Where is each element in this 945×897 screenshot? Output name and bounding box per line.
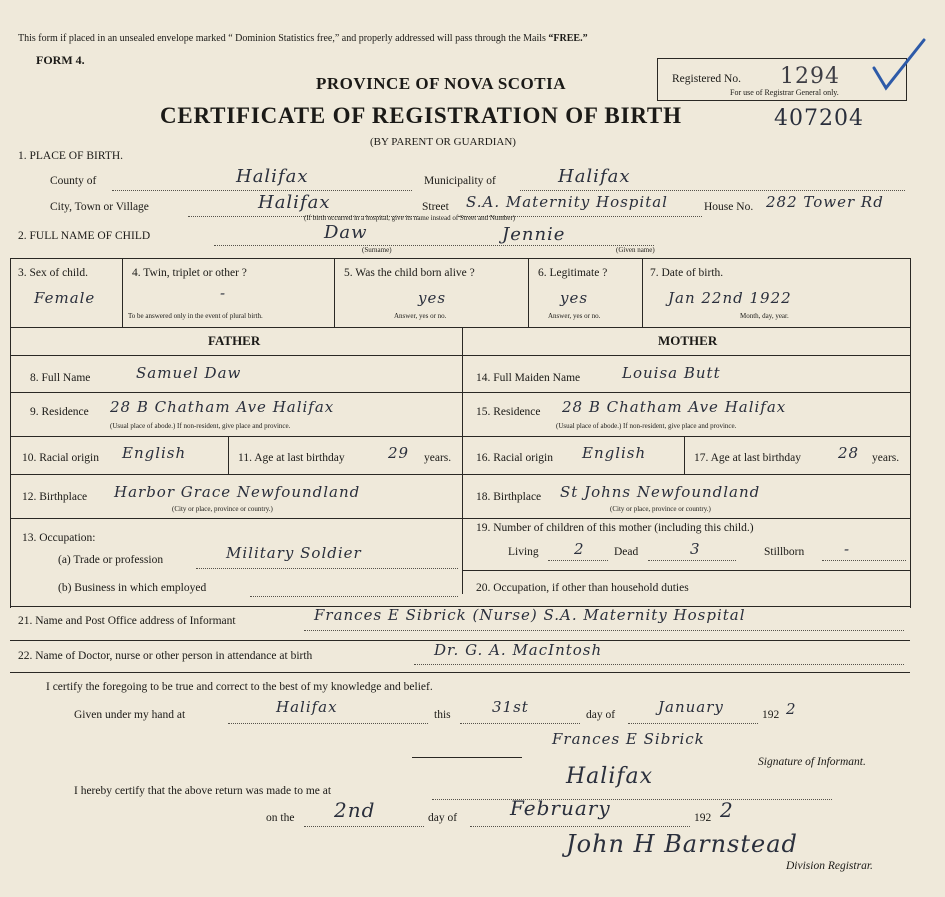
doctor-value: Dr. G. A. MacIntosh (434, 641, 603, 659)
father-heading: FATHER (208, 333, 261, 348)
mother-name-value: Louisa Butt (622, 364, 721, 382)
registrar-month-value: February (510, 796, 611, 820)
city-value: Halifax (258, 192, 331, 213)
mother-heading: MOTHER (658, 333, 718, 348)
father-age-value: 29 (388, 444, 410, 462)
row3-top-rule (10, 258, 910, 259)
informant-label: 21. Name and Post Office address of Informant (18, 615, 236, 627)
father-business-label: (b) Business in which employed (58, 582, 207, 594)
child-given-value: Jennie (502, 224, 566, 245)
mother-rule-5 (462, 570, 910, 571)
father-name-label: 8. Full Name (30, 372, 91, 384)
municipality-line (520, 190, 905, 191)
mother-birthplace-value: St Johns Newfoundland (560, 483, 761, 501)
registered-note: For use of Registrar General only. (730, 88, 839, 97)
father-birthplace-label: 12. Birthplace (22, 491, 88, 503)
doctor-label: 22. Name of Doctor, nurse or other person in attendance at birth (18, 650, 313, 662)
given-under-label: Given under my hand at (74, 709, 186, 721)
registrar-day-line (304, 826, 424, 827)
given-year-prefix: 192 (762, 709, 780, 721)
father-birthplace-value: Harbor Grace Newfoundland (114, 483, 361, 501)
doctor-rule (10, 672, 910, 673)
mother-dead-line (648, 560, 736, 561)
mother-stillborn-label: Stillborn (764, 546, 805, 558)
registrar-place-line (432, 799, 832, 800)
alive-value: yes (418, 289, 447, 307)
mother-living-line (548, 560, 608, 561)
twin-label: 4. Twin, triplet or other ? (132, 267, 247, 279)
mother-rule-4 (462, 518, 910, 519)
mother-dead-label: Dead (614, 546, 639, 558)
col-rule-2 (334, 258, 335, 327)
house-value: 282 Tower Rd (766, 193, 884, 211)
mother-residence-value: 28 B Chatham Ave Halifax (562, 398, 787, 416)
father-birthplace-note: (City or place, province or country.) (172, 505, 273, 513)
registrar-year-suffix: 2 (720, 798, 734, 822)
sex-label: 3. Sex of child. (18, 267, 88, 279)
father-rule-4 (10, 518, 462, 519)
alive-note: Answer, yes or no. (394, 312, 447, 320)
father-occupation-label: 13. Occupation: (22, 532, 96, 544)
father-age-divider (228, 436, 229, 474)
registrar-signature: John H Barnstead (566, 830, 798, 858)
title-stamp-number: 407204 (774, 106, 864, 131)
registrar-on-the-label: on the (266, 812, 295, 824)
given-year-suffix: 2 (786, 700, 797, 718)
mother-stillborn-value: - (844, 540, 851, 558)
parents-divider (462, 327, 463, 594)
registrar-signature-label: Division Registrar. (786, 860, 873, 872)
father-race-value: English (122, 444, 187, 462)
parents-heading-rule (10, 355, 910, 356)
mail-notice-free: “FREE.” (548, 33, 588, 44)
mother-birthplace-label: 18. Birthplace (476, 491, 542, 503)
registrar-day-value: 2nd (334, 798, 376, 822)
father-trade-label: (a) Trade or profession (58, 554, 164, 566)
mother-race-label: 16. Racial origin (476, 452, 553, 464)
hospital-note: (If birth occurred in a hospital, give its name instead of Street and Number) (304, 214, 516, 222)
child-name-line (214, 245, 654, 246)
mail-notice (18, 33, 588, 44)
given-name-note: (Given name) (616, 246, 655, 254)
county-value: Halifax (236, 166, 309, 187)
father-business-line (250, 596, 458, 597)
registrar-place-value: Halifax (566, 764, 654, 789)
street-label: Street (422, 201, 449, 213)
father-residence-value: 28 B Chatham Ave Halifax (110, 398, 335, 416)
document-title: CERTIFICATE OF REGISTRATION OF BIRTH (160, 103, 682, 128)
municipality-value: Halifax (558, 166, 631, 187)
mother-children-label: 19. Number of children of this mother (including this child.) (476, 522, 754, 534)
father-residence-note: (Usual place of abode.) If non-resident, give place and province. (110, 422, 291, 430)
mother-years: years. (872, 452, 900, 464)
father-age-label: 11. Age at last birthday (238, 452, 345, 464)
mother-age-label: 17. Age at last birthday (694, 452, 801, 464)
legitimate-note: Answer, yes or no. (548, 312, 601, 320)
mother-dead-value: 3 (690, 540, 701, 558)
city-label: City, Town or Village (50, 201, 149, 213)
surname-note: (Surname) (362, 246, 392, 254)
mother-name-label: 14. Full Maiden Name (476, 372, 581, 384)
given-month-value: January (658, 698, 724, 716)
certify-statement: I certify the foregoing to be true and correct to the best of my knowledge and belief. (46, 681, 433, 693)
registrar-year-prefix: 192 (694, 812, 712, 824)
place-of-birth-heading: 1. PLACE OF BIRTH. (18, 150, 124, 162)
father-name-value: Samuel Daw (136, 364, 242, 382)
certify-short-rule (412, 757, 522, 758)
mother-rule-2 (462, 436, 910, 437)
mother-rule-3 (462, 474, 910, 475)
house-label: House No. (704, 201, 754, 213)
municipality-label: Municipality of (424, 175, 496, 187)
mother-occupation-label: 20. Occupation, if other than household duties (476, 582, 689, 594)
mother-stillborn-line (822, 560, 906, 561)
father-trade-value: Military Soldier (226, 544, 362, 562)
province-heading: PROVINCE OF NOVA SCOTIA (316, 74, 567, 93)
informant-line (304, 630, 904, 631)
check-mark-icon (866, 34, 928, 96)
col-rule-1 (122, 258, 123, 327)
father-rule-3 (10, 474, 462, 475)
doctor-line (414, 664, 904, 665)
mail-notice-text: This form if placed in an unsealed envelope marked “ Dominion Statistics free,” and properly addressed will pass through the Mails (18, 33, 546, 44)
father-trade-line (196, 568, 458, 569)
father-rule-1 (10, 392, 462, 393)
this-day-line (460, 723, 580, 724)
sex-value: Female (34, 289, 96, 307)
left-frame-rule (10, 258, 11, 608)
child-name-label: 2. FULL NAME OF CHILD (18, 230, 151, 242)
father-years: years. (424, 452, 452, 464)
row3-bottom-rule (10, 327, 910, 328)
county-line (112, 190, 412, 191)
given-place-line (228, 723, 428, 724)
form-number: FORM 4. (36, 53, 85, 67)
father-residence-label: 9. Residence (30, 406, 89, 418)
col-rule-4 (642, 258, 643, 327)
col-rule-3 (528, 258, 529, 327)
date-of-birth-note: Month, day, year. (740, 312, 789, 320)
mother-living-value: 2 (574, 540, 585, 558)
mother-age-value: 28 (838, 444, 860, 462)
father-rule-2 (10, 436, 462, 437)
legitimate-label: 6. Legitimate ? (538, 267, 608, 279)
date-of-birth-label: 7. Date of birth. (650, 267, 724, 279)
registrar-day-of-label: day of (428, 812, 458, 824)
mother-race-value: English (582, 444, 647, 462)
registered-label: Registered No. (672, 73, 741, 85)
this-label: this (434, 709, 451, 721)
registrar-statement: I hereby certify that the above return was made to me at (74, 785, 332, 797)
date-of-birth-value: Jan 22nd 1922 (668, 289, 792, 307)
given-place-value: Halifax (276, 698, 338, 716)
document-subtitle: (BY PARENT OR GUARDIAN) (370, 136, 516, 148)
street-value: S.A. Maternity Hospital (466, 193, 668, 211)
informant-signature-label: Signature of Informant. (758, 756, 866, 768)
mother-birthplace-note: (City or place, province or country.) (610, 505, 711, 513)
registered-value: 1294 (780, 64, 840, 89)
given-day-of-label: day of (586, 709, 616, 721)
informant-value: Frances E Sibrick (Nurse) S.A. Maternity Hospital (314, 606, 746, 624)
this-day-value: 31st (492, 698, 529, 716)
alive-label: 5. Was the child born alive ? (344, 267, 475, 279)
twin-note: To be answered only in the event of plural birth. (128, 312, 263, 320)
given-month-line (628, 723, 758, 724)
mother-residence-note: (Usual place of abode.) If non-resident, give place and province. (556, 422, 737, 430)
legitimate-value: yes (560, 289, 589, 307)
registrar-month-line (470, 826, 690, 827)
mother-residence-label: 15. Residence (476, 406, 541, 418)
child-surname-value: Daw (324, 222, 368, 243)
mother-living-label: Living (508, 546, 539, 558)
county-label: County of (50, 175, 97, 187)
informant-signature: Frances E Sibrick (552, 730, 705, 748)
father-race-label: 10. Racial origin (22, 452, 99, 464)
right-frame-rule (910, 258, 911, 608)
twin-value: - (220, 284, 227, 302)
mother-rule-1 (462, 392, 910, 393)
mother-age-divider (684, 436, 685, 474)
